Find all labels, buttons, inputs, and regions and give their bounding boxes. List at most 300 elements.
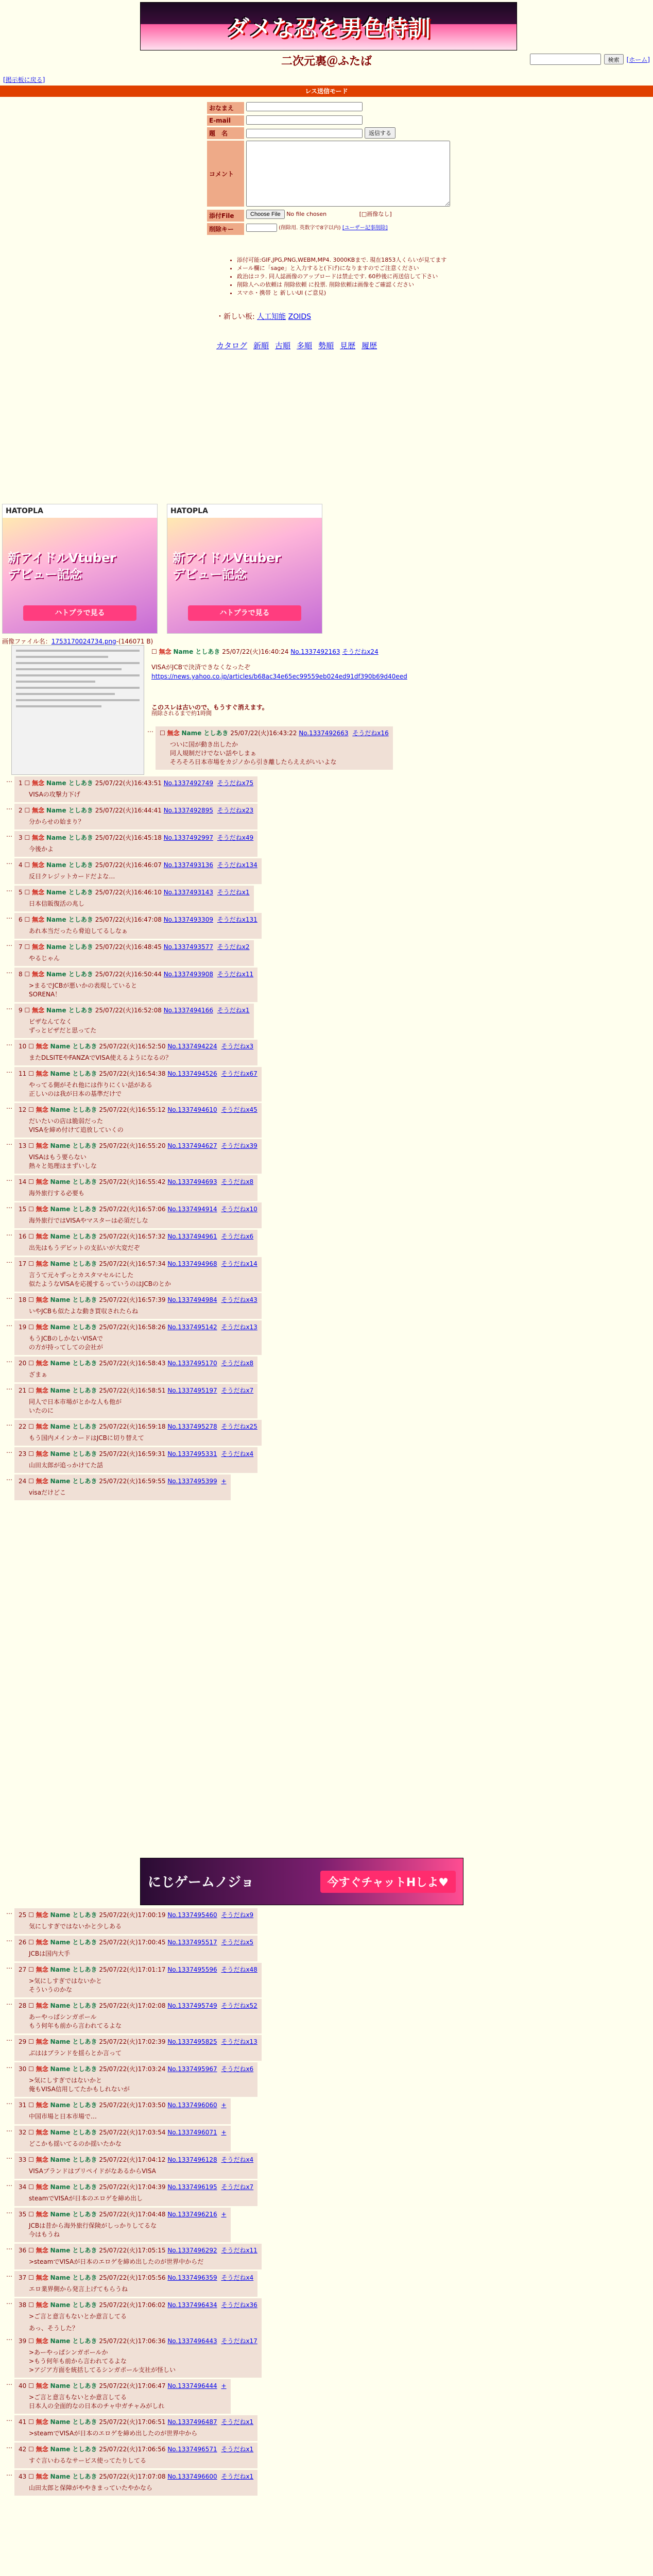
- op-file-link[interactable]: 1753170024734.png: [51, 638, 116, 645]
- reply-del-checkbox[interactable]: ☐: [28, 1070, 34, 1077]
- reply-del-checkbox[interactable]: ☐: [28, 1142, 34, 1149]
- reply-del-checkbox[interactable]: ☐: [28, 1178, 34, 1185]
- reply-date: 25/07/22(火)17:00:45: [99, 1939, 166, 1946]
- reply-soudane[interactable]: そうだねx25: [221, 1423, 257, 1430]
- note-item: • スマホ・携帯 と 新しいUI (ご意見): [237, 289, 505, 297]
- reply-header: [19, 1295, 257, 1304]
- reply-soudane[interactable]: そうだねx4: [221, 2156, 254, 2163]
- new-board-links: ・新しい板: 人工知能 ZOIDS: [216, 313, 312, 321]
- reply-date: 25/07/22(火)16:46:07: [95, 861, 162, 869]
- reply-soudane[interactable]: そうだねx1: [217, 1007, 250, 1014]
- reply-name: Name としあき: [50, 2274, 97, 2281]
- reply-post-number[interactable]: No.1337493577: [163, 943, 213, 951]
- reply-name: Name としあき: [50, 1450, 97, 1458]
- mid-page-ad[interactable]: にじゲームノジョ 今すぐチャットHしよ♥: [140, 1858, 463, 1905]
- reply-marker: …: [6, 831, 12, 838]
- reply-soudane[interactable]: そうだねx7: [221, 1387, 254, 1394]
- reply-post-number[interactable]: No.1337494914: [167, 1206, 217, 1213]
- reply-soudane[interactable]: そうだねx131: [217, 916, 257, 923]
- reply-soudane[interactable]: そうだねx134: [217, 861, 257, 869]
- reply-post-number[interactable]: No.1337496487: [167, 2418, 217, 2426]
- name-input[interactable]: [246, 102, 363, 111]
- reply-del-checkbox[interactable]: ☐: [24, 971, 30, 978]
- reply-soudane[interactable]: そうだねx5: [221, 1939, 254, 1946]
- file-label: 添付File: [207, 210, 244, 222]
- reply-marker: …: [6, 1230, 12, 1237]
- reply-post-number[interactable]: No.1337493143: [163, 889, 213, 896]
- reply-box: [14, 2208, 231, 2242]
- reply-del: 無念: [36, 2446, 48, 2453]
- reply-del-checkbox[interactable]: ☐: [28, 2129, 34, 2136]
- reply-box: [14, 1908, 257, 1934]
- reply-post-number[interactable]: No.1337496071: [167, 2129, 217, 2136]
- reply-post-number[interactable]: No.1337492895: [163, 807, 213, 814]
- reply-date: 25/07/22(火)16:43:22: [230, 730, 297, 737]
- reply-del-checkbox[interactable]: ☐: [28, 2156, 34, 2163]
- reply-del-checkbox[interactable]: ☐: [28, 1324, 34, 1331]
- reply-post-number[interactable]: No.1337496292: [167, 2247, 217, 2254]
- reply-date: 25/07/22(火)16:46:10: [95, 889, 162, 896]
- reply-body: >まるでJCBが悪いかの表現していると SORENA！: [29, 982, 138, 998]
- reply-del: 無念: [36, 2129, 48, 2136]
- reply-box: [14, 776, 257, 802]
- reply-marker: …: [6, 2470, 12, 2477]
- reply-box: [14, 2180, 257, 2206]
- op-news-link[interactable]: https://news.yahoo.co.jp/articles/b68ac34e65ec99559eb024ed91df390b69d40eed: [151, 673, 407, 680]
- reply-soudane[interactable]: +: [221, 2382, 227, 2389]
- ad-cta-button[interactable]: ハトプラで見る: [23, 605, 136, 621]
- reply-box: [156, 726, 393, 770]
- reply-body: VISAブランドはプリペイドがなあるからVISA: [29, 2167, 156, 2175]
- search-button[interactable]: 検索: [604, 54, 624, 64]
- reply-post: [6, 1936, 257, 1961]
- board-link-ai[interactable]: 人工知能: [257, 313, 286, 321]
- reply-box: [14, 1936, 257, 1961]
- reply-date: 25/07/22(火)17:03:50: [99, 2102, 166, 2109]
- reply-soudane[interactable]: そうだねx1: [221, 2473, 254, 2480]
- sort-new-link[interactable]: 新順: [253, 341, 269, 350]
- reply-del-checkbox[interactable]: ☐: [28, 1296, 34, 1303]
- reply-del-checkbox[interactable]: ☐: [28, 2446, 34, 2453]
- reply-del-checkbox[interactable]: ☐: [28, 1939, 34, 1946]
- reply-del-checkbox[interactable]: ☐: [28, 2418, 34, 2426]
- reply-del-checkbox[interactable]: ☐: [28, 2002, 34, 2009]
- reply-name: Name としあき: [50, 2156, 97, 2163]
- sort-many-link[interactable]: 多順: [297, 341, 313, 350]
- reply-marker: …: [6, 1293, 12, 1300]
- reply-del: 無念: [32, 916, 45, 923]
- history-link[interactable]: 履歴: [362, 341, 377, 350]
- reply-del-checkbox[interactable]: ☐: [24, 1007, 30, 1014]
- reply-post-number[interactable]: No.1337494166: [163, 1007, 213, 1014]
- reply-post-number[interactable]: No.1337494693: [167, 1178, 217, 1185]
- submit-button[interactable]: 返信する: [365, 127, 396, 139]
- no-image-checkbox[interactable]: [□画像なし]: [359, 211, 392, 217]
- reply-soudane[interactable]: そうだねx13: [221, 2038, 257, 2045]
- reply-post-number[interactable]: No.1337495170: [167, 1360, 217, 1367]
- reply-header: [19, 1359, 253, 1367]
- reply-post-number[interactable]: No.1337492663: [299, 730, 349, 737]
- reply-post: [6, 2443, 257, 2468]
- op-del-checkbox[interactable]: ☐: [151, 648, 157, 655]
- subject-input[interactable]: [246, 129, 363, 138]
- reply-date: 25/07/22(火)17:06:02: [99, 2301, 166, 2309]
- reply-name: Name としあき: [50, 2002, 97, 2009]
- reply-soudane[interactable]: そうだねx17: [221, 2337, 257, 2345]
- reply-header: [19, 2417, 253, 2426]
- reply-del-checkbox[interactable]: ☐: [24, 916, 30, 923]
- reply-post-number[interactable]: No.1337495517: [167, 1939, 217, 1946]
- reply-header: [19, 1069, 257, 1078]
- reply-del: 無念: [36, 1043, 48, 1050]
- reply-marker: …: [6, 1936, 12, 1943]
- reply-post-number[interactable]: No.1337496571: [167, 2446, 217, 2453]
- reply-soudane[interactable]: そうだねx1: [221, 2446, 254, 2453]
- reply-del-checkbox[interactable]: ☐: [24, 861, 30, 869]
- reply-del: 無念: [36, 1387, 48, 1394]
- reply-name: Name としあき: [50, 1142, 97, 1149]
- reply-post-number[interactable]: No.1337496216: [167, 2211, 217, 2218]
- reply-post-number[interactable]: No.1337494627: [167, 1142, 217, 1149]
- reply-del-checkbox[interactable]: ☐: [24, 889, 30, 896]
- reply-date: 25/07/22(火)17:07:08: [99, 2473, 166, 2480]
- reply-post-number[interactable]: No.1337496128: [167, 2156, 217, 2163]
- reply-post: [6, 2180, 257, 2206]
- reply-body: 山田太郎が追っかけてた話: [29, 1462, 104, 1469]
- reply-marker: …: [6, 886, 12, 893]
- reply-post-number[interactable]: No.1337494961: [167, 1233, 217, 1240]
- reply-name: Name としあき: [50, 2183, 97, 2191]
- reply-date: 25/07/22(火)16:59:31: [99, 1450, 166, 1458]
- reply-name: Name としあき: [50, 1043, 97, 1050]
- reply-del-checkbox[interactable]: ☐: [24, 834, 30, 841]
- reply-name: Name としあき: [46, 1007, 93, 1014]
- choose-file-button[interactable]: Choose File: [246, 210, 285, 219]
- ad-banner-left[interactable]: HATOPLA 新アイドルVtuber デビュー記念 ハトプラで見る: [2, 504, 158, 634]
- op-body: VISAがJCBで決済できなくなったぞ https://news.yahoo.co.jp/articles/b68ac34e65ec99559eb024ed91df390b69d40eed: [151, 664, 407, 680]
- reply-post-number[interactable]: No.1337496359: [167, 2274, 217, 2281]
- reply-number: 42: [19, 2446, 27, 2453]
- reply-marker: …: [147, 726, 153, 734]
- reply-body: もうJCBのしかないVISAで の方が持ってしての会社が: [29, 1335, 104, 1351]
- reply-soudane[interactable]: そうだねx10: [221, 1206, 257, 1213]
- reply-body: >ご言と意言もないとか意言してる: [29, 2313, 127, 2320]
- reply-soudane[interactable]: そうだねx43: [221, 1296, 257, 1303]
- board-title: 二次元裏＠ふたば: [281, 55, 372, 68]
- reply-del-checkbox[interactable]: ☐: [28, 2301, 34, 2309]
- reply-post-number[interactable]: No.1337495825: [167, 2038, 217, 2045]
- reply-box: [14, 1963, 262, 1997]
- catalog-links: [216, 340, 377, 351]
- reply-post-number[interactable]: No.1337495278: [167, 1423, 217, 1430]
- reply-body: 中国市場と日本市場で…: [29, 2113, 97, 2120]
- reply-soudane[interactable]: そうだねx11: [217, 971, 254, 978]
- reply-soudane[interactable]: そうだねx67: [221, 1070, 257, 1077]
- reply-name: Name としあき: [50, 1911, 97, 1919]
- reply-header: [19, 2472, 253, 2481]
- reply-box: [14, 1475, 231, 1500]
- reply-marker: …: [6, 2298, 12, 2306]
- reply-number: 13: [19, 1142, 27, 1149]
- reply-del-checkbox[interactable]: ☐: [28, 1106, 34, 1113]
- reply-post-number[interactable]: No.1337495460: [167, 1911, 217, 1919]
- reply-del-checkbox[interactable]: ☐: [28, 2337, 34, 2345]
- reply-soudane[interactable]: そうだねx52: [221, 2002, 257, 2009]
- reply-post: [6, 1004, 254, 1038]
- reply-soudane[interactable]: そうだねx13: [221, 1324, 257, 1331]
- reply-body: またDLSITEやFANZAでVISA使えるようになるの？: [29, 1054, 172, 1061]
- reply-del-checkbox[interactable]: ☐: [28, 1966, 34, 1973]
- op-thumbnail-image[interactable]: [11, 645, 144, 775]
- reply-soudane[interactable]: そうだねx2: [217, 943, 250, 951]
- reply-soudane[interactable]: そうだねx4: [221, 1450, 254, 1458]
- reply-del-checkbox[interactable]: ☐: [28, 1206, 34, 1213]
- reply-del: 無念: [36, 2038, 48, 2045]
- reply-soudane[interactable]: そうだねx6: [221, 2065, 254, 2073]
- reply-del-checkbox[interactable]: ☐: [28, 1478, 34, 1485]
- reply-post: [6, 968, 257, 1002]
- reply-marker: …: [6, 1040, 12, 1047]
- reply-del-checkbox[interactable]: ☐: [28, 1387, 34, 1394]
- reply-date: 25/07/22(火)17:00:19: [99, 1911, 166, 1919]
- reply-soudane[interactable]: そうだねx75: [217, 779, 254, 787]
- reply-post: [6, 1320, 262, 1355]
- reply-post-number[interactable]: No.1337495399: [167, 1478, 217, 1485]
- reply-post-number[interactable]: No.1337492749: [163, 779, 213, 787]
- reply-soudane[interactable]: +: [221, 2211, 227, 2218]
- reply-del-checkbox[interactable]: ☐: [28, 1360, 34, 1367]
- reply-post-number[interactable]: No.1337493908: [163, 971, 213, 978]
- reply-del: 無念: [167, 730, 180, 737]
- reply-del-checkbox[interactable]: ☐: [24, 807, 30, 814]
- reply-soudane[interactable]: そうだねx1: [221, 2418, 254, 2426]
- reply-post: [6, 831, 257, 857]
- reply-post: [6, 2208, 231, 2242]
- reply-date: 25/07/22(火)16:57:34: [99, 1260, 166, 1267]
- mid-ad-cta[interactable]: 今すぐチャットHしよ♥: [320, 1871, 456, 1893]
- reply-box: [14, 1139, 262, 1174]
- reply-post-number[interactable]: No.1337495967: [167, 2065, 217, 2073]
- reply-soudane[interactable]: そうだねx8: [221, 1360, 254, 1367]
- posting-notes: [216, 256, 505, 297]
- reply-del-checkbox[interactable]: ☐: [160, 730, 165, 737]
- reply-header: [19, 1449, 253, 1458]
- reply-soudane[interactable]: そうだねx1: [217, 889, 250, 896]
- board-link-zoids[interactable]: ZOIDS: [288, 313, 312, 321]
- reply-post-number[interactable]: No.1337495197: [167, 1387, 217, 1394]
- reply-soudane[interactable]: そうだねx36: [221, 2301, 257, 2309]
- reply-del-checkbox[interactable]: ☐: [28, 2038, 34, 2045]
- reply-soudane[interactable]: そうだねx4: [221, 2274, 254, 2281]
- reply-marker: …: [6, 1357, 12, 1364]
- reply-box: [14, 1040, 257, 1065]
- reply-post-number[interactable]: No.1337494984: [167, 1296, 217, 1303]
- reply-del-checkbox[interactable]: ☐: [24, 943, 30, 951]
- reply-post: [6, 1103, 262, 1138]
- reply-box: [14, 831, 257, 857]
- reply-header: [19, 1422, 257, 1431]
- reply-post: [6, 2470, 257, 2496]
- reply-post: [6, 2298, 262, 2336]
- reply-header: [19, 2273, 253, 2282]
- ad-row: [2, 504, 322, 634]
- reply-post-number[interactable]: No.1337493136: [163, 861, 213, 869]
- reply-soudane[interactable]: そうだねx23: [217, 807, 254, 814]
- reply-post-number[interactable]: No.1337494968: [167, 1260, 217, 1267]
- reply-soudane[interactable]: そうだねx45: [221, 1106, 257, 1113]
- reply-post-number[interactable]: No.1337494526: [167, 1070, 217, 1077]
- comment-textarea[interactable]: [246, 141, 450, 207]
- note-item: • メール欄に「sage」と入力すると(下げ)になりますのでご注意ください: [237, 264, 505, 273]
- reply-post: [6, 2415, 257, 2441]
- back-to-board-link[interactable]: [掲示板に戻る]: [3, 76, 45, 83]
- reply-date: 25/07/22(火)17:04:48: [99, 2211, 166, 2218]
- reply-marker: …: [6, 2208, 12, 2215]
- reply-del: 無念: [36, 2301, 48, 2309]
- reply-name: Name としあき: [50, 1966, 97, 1973]
- op-post-number[interactable]: No.1337492163: [290, 648, 340, 655]
- sort-momentum-link[interactable]: 勢順: [318, 341, 334, 350]
- reply-del: 無念: [36, 2183, 48, 2191]
- reply-box: [14, 2415, 257, 2441]
- ad-banner-right[interactable]: HATOPLA 新アイドルVtuber デビュー記念 ハトプラで見る: [167, 504, 322, 634]
- reply-del-checkbox[interactable]: ☐: [28, 2473, 34, 2480]
- reply-name: Name としあき: [50, 1178, 97, 1185]
- reply-post-number[interactable]: No.1337492997: [163, 834, 213, 841]
- reply-post: [6, 2062, 257, 2097]
- reply-post-number[interactable]: No.1337495142: [167, 1324, 217, 1331]
- reply-del-checkbox[interactable]: ☐: [28, 2102, 34, 2109]
- reply-marker: …: [6, 858, 12, 866]
- reply-del: 無念: [36, 2247, 48, 2254]
- reply-marker: …: [6, 968, 12, 975]
- top-banner-ad[interactable]: ダメな忍を男色特訓: [140, 2, 517, 50]
- reply-del-checkbox[interactable]: ☐: [28, 2382, 34, 2389]
- reply-number: 35: [19, 2211, 27, 2218]
- reply-header: [19, 1910, 253, 1919]
- reply-name: Name としあき: [50, 1478, 97, 1485]
- view-history-link[interactable]: 見歴: [340, 341, 356, 350]
- reply-soudane[interactable]: +: [221, 1478, 227, 1485]
- reply-name: Name としあき: [50, 1070, 97, 1077]
- catalog-link[interactable]: カタログ: [216, 341, 248, 350]
- reply-body: エロ業界側から発言上げてもらうね: [29, 2285, 128, 2293]
- email-input[interactable]: [246, 115, 363, 125]
- reply-del-checkbox[interactable]: ☐: [28, 1043, 34, 1050]
- reply-soudane[interactable]: +: [221, 2129, 227, 2136]
- sort-old-link[interactable]: 古順: [275, 341, 291, 350]
- reply-number: 20: [19, 1360, 27, 1367]
- reply-soudane[interactable]: そうだねx14: [221, 1260, 257, 1267]
- reply-del-checkbox[interactable]: ☐: [28, 1233, 34, 1240]
- reply-date: 25/07/22(火)17:03:54: [99, 2129, 166, 2136]
- reply-header: [19, 942, 250, 951]
- reply-del: 無念: [32, 834, 45, 841]
- reply-del-checkbox[interactable]: ☐: [28, 2274, 34, 2281]
- reply-del-checkbox[interactable]: ☐: [28, 1260, 34, 1267]
- reply-post-number[interactable]: No.1337496195: [167, 2183, 217, 2191]
- reply-header: [19, 860, 257, 869]
- reply-box: [14, 1230, 257, 1256]
- reply-del: 無念: [36, 2156, 48, 2163]
- reply-box: [14, 2244, 262, 2269]
- reply-del-checkbox[interactable]: ☐: [28, 2247, 34, 2254]
- reply-box: [14, 804, 257, 829]
- home-link[interactable]: [ホーム]: [626, 56, 650, 63]
- reply-del-checkbox[interactable]: ☐: [28, 2065, 34, 2073]
- ad-cta-button[interactable]: ハトプラで見る: [188, 605, 301, 621]
- reply-box: [14, 913, 262, 939]
- reply-post-number[interactable]: No.1337493309: [163, 916, 213, 923]
- reply-soudane[interactable]: そうだねx8: [221, 1178, 254, 1185]
- reply-post-number[interactable]: No.1337495596: [167, 1966, 217, 1973]
- reply-del-checkbox[interactable]: ☐: [28, 1423, 34, 1430]
- reply-post-number[interactable]: No.1337495749: [167, 2002, 217, 2009]
- reply-name: Name としあき: [50, 1296, 97, 1303]
- name-label: おなまえ: [207, 102, 244, 114]
- reply-soudane[interactable]: そうだねx6: [221, 1233, 254, 1240]
- reply-post-number[interactable]: No.1337494610: [167, 1106, 217, 1113]
- reply-del-checkbox[interactable]: ☐: [28, 2183, 34, 2191]
- reply-soudane[interactable]: そうだねx48: [221, 1966, 257, 1973]
- reply-body: >気にしすぎではないかと 俺もVISA信用してたかもしれないが: [29, 2077, 130, 2093]
- reply-number: 15: [19, 1206, 27, 1213]
- reply-header: [19, 1259, 257, 1268]
- delete-key-input[interactable]: [246, 224, 277, 232]
- reply-post-number[interactable]: No.1337496444: [167, 2382, 217, 2389]
- reply-soudane[interactable]: そうだねx16: [352, 730, 389, 737]
- reply-date: 25/07/22(火)17:02:08: [99, 2002, 166, 2009]
- search-input[interactable]: [530, 54, 601, 65]
- reply-post-number[interactable]: No.1337495331: [167, 1450, 217, 1458]
- reply-soudane[interactable]: そうだねx39: [221, 1142, 257, 1149]
- reply-del: 無念: [36, 1106, 48, 1113]
- reply-header: [19, 2128, 227, 2137]
- reply-marker: …: [6, 2271, 12, 2278]
- reply-post-number[interactable]: No.1337496600: [167, 2473, 217, 2480]
- reply-header: [19, 1006, 250, 1014]
- reply-soudane[interactable]: そうだねx9: [221, 1911, 254, 1919]
- reply-del: 無念: [36, 1360, 48, 1367]
- reply-box: [14, 1447, 257, 1473]
- reply-soudane[interactable]: そうだねx49: [217, 834, 254, 841]
- reply-post-number[interactable]: No.1337494224: [167, 1043, 217, 1050]
- reply-soudane[interactable]: そうだねx11: [221, 2247, 257, 2254]
- reply-del-checkbox[interactable]: ☐: [24, 779, 30, 787]
- reply-soudane[interactable]: そうだねx3: [221, 1043, 254, 1050]
- reply-marker: …: [6, 1202, 12, 1210]
- reply-del-checkbox[interactable]: ☐: [28, 1450, 34, 1458]
- reply-number: 37: [19, 2274, 27, 2281]
- reply-marker: …: [6, 1004, 12, 1011]
- reply-post: [6, 1420, 262, 1446]
- reply-del-checkbox[interactable]: ☐: [28, 2211, 34, 2218]
- reply-soudane[interactable]: +: [221, 2102, 227, 2109]
- reply-post-number[interactable]: No.1337496434: [167, 2301, 217, 2309]
- reply-post-number[interactable]: No.1337496443: [167, 2337, 217, 2345]
- reply-del: 無念: [32, 889, 45, 896]
- reply-marker: …: [6, 1067, 12, 1074]
- reply-date: 25/07/22(火)17:05:15: [99, 2247, 166, 2254]
- reply-post-number[interactable]: No.1337496060: [167, 2102, 217, 2109]
- reply-del: 無念: [36, 1260, 48, 1267]
- reply-del-checkbox[interactable]: ☐: [28, 1911, 34, 1919]
- reply-soudane[interactable]: そうだねx7: [221, 2183, 254, 2191]
- user-delete-link[interactable]: [ユーザー記事削除]: [342, 225, 388, 231]
- op-soudane[interactable]: そうだねx24: [342, 648, 379, 655]
- reply-date: 25/07/22(火)16:58:43: [99, 1360, 166, 1367]
- reply-marker: …: [6, 1908, 12, 1916]
